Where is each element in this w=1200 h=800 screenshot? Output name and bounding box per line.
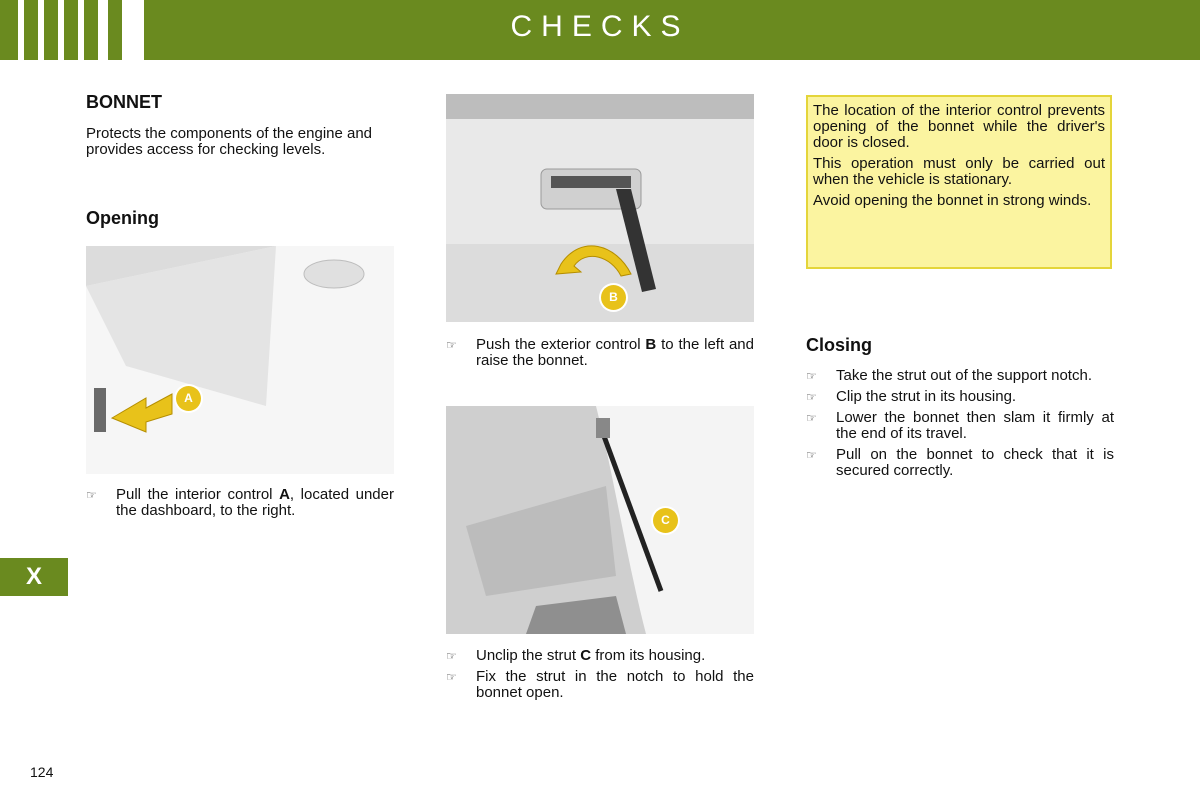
- pointing-hand-icon: ☞: [446, 670, 457, 684]
- closing-step: ☞ Clip the strut in its housing.: [806, 388, 1017, 405]
- interior-control-figure: [86, 246, 394, 474]
- callout-a: A: [176, 386, 201, 411]
- page-number: 124: [30, 764, 54, 780]
- exterior-control-figure: [446, 94, 754, 322]
- pointing-hand-icon: ☞: [806, 369, 817, 383]
- pointing-hand-icon: ☞: [446, 649, 457, 663]
- strut-figure: [446, 406, 754, 634]
- step-push-exterior-control: ☞ Push the exterior control B to the left and raise the bonnet.: [446, 336, 754, 369]
- closing-steps: [806, 368, 1114, 484]
- page-header: [0, 0, 1200, 60]
- note-line: This operation must only be carried out when the vehicle is stationary.: [813, 155, 1105, 188]
- closing-step: ☞ Take the strut out of the support notch.: [806, 367, 1092, 384]
- pointing-hand-icon: ☞: [86, 488, 97, 502]
- warning-note: [806, 95, 1112, 269]
- page-title: CHECKS: [510, 10, 690, 43]
- opening-heading: Opening: [86, 208, 159, 228]
- note-line: Avoid opening the bonnet in strong winds.: [813, 192, 1092, 209]
- bonnet-heading: BONNET: [86, 92, 162, 112]
- pointing-hand-icon: ☞: [806, 448, 817, 462]
- pointing-hand-icon: ☞: [446, 338, 457, 352]
- exterior-control-illustration: [446, 94, 754, 322]
- closing-step: ☞ Lower the bonnet then slam it firmly at the end of its travel.: [806, 409, 1114, 442]
- step-unclip-strut: ☞ Unclip the strut C from its housing.: [446, 647, 706, 664]
- step-fix-strut: ☞ Fix the strut in the notch to hold the bonnet open.: [446, 668, 754, 701]
- chapter-tab[interactable]: X: [0, 558, 68, 596]
- note-line: The location of the interior control prevents opening of the bonnet while the driver's door is closed.: [813, 102, 1105, 151]
- pointing-hand-icon: ☞: [806, 390, 817, 404]
- callout-c: C: [653, 508, 678, 533]
- step-pull-interior-control: ☞ Pull the interior control A, located under the dashboard, to the right.: [86, 486, 394, 519]
- bonnet-intro: Protects the components of the engine and provides access for checking levels.: [86, 125, 373, 158]
- pointing-hand-icon: ☞: [806, 411, 817, 425]
- interior-control-illustration: [86, 246, 394, 474]
- closing-step: ☞ Pull on the bonnet to check that it is secured correctly.: [806, 446, 1114, 479]
- opening-steps-exterior: [446, 337, 754, 374]
- closing-heading: Closing: [806, 335, 872, 355]
- opening-steps-interior: [86, 487, 394, 524]
- opening-steps-strut: [446, 648, 754, 706]
- strut-illustration: [446, 406, 754, 634]
- callout-b: B: [601, 285, 626, 310]
